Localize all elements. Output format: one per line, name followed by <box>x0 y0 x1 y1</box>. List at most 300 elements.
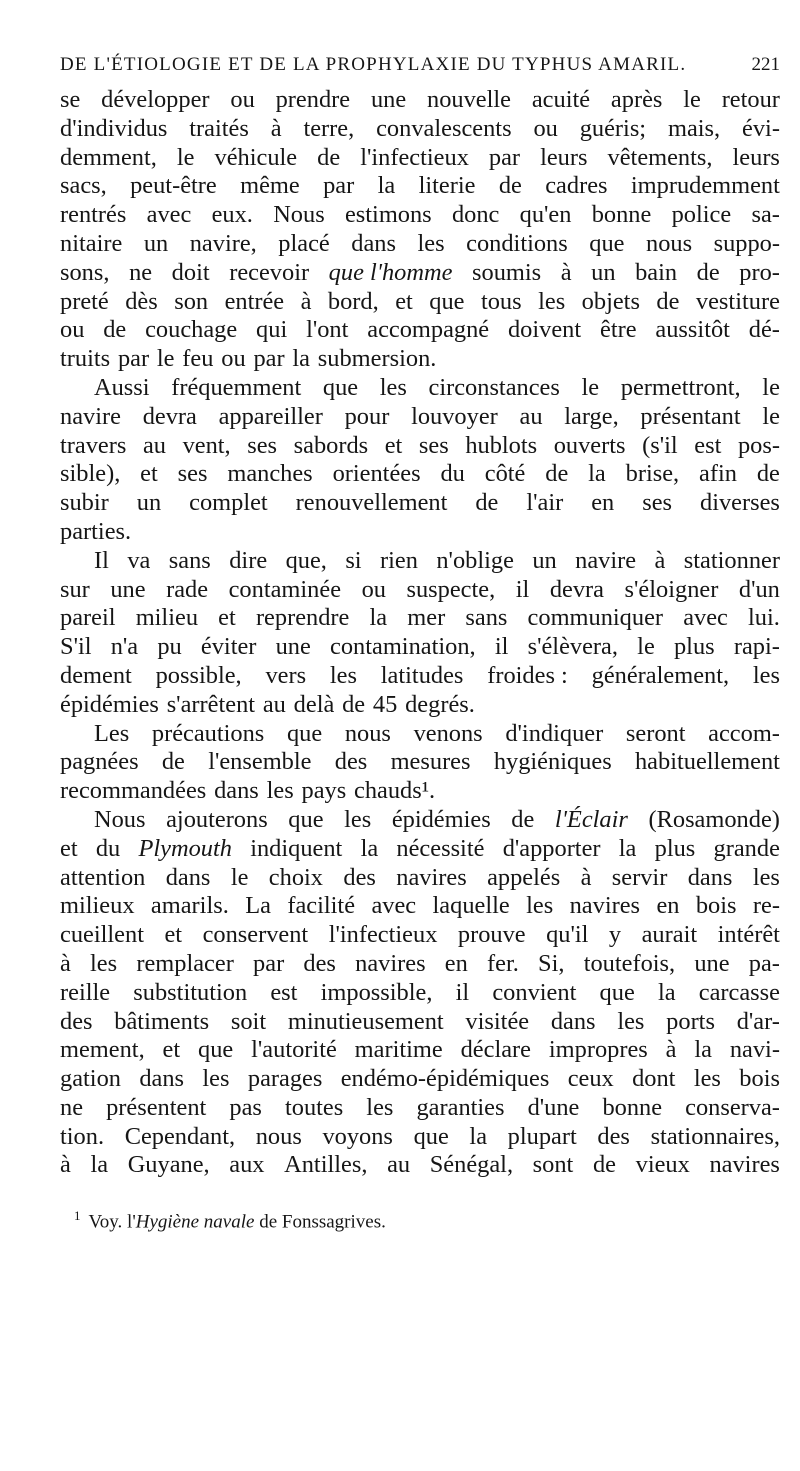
italic-word: que l'homme <box>328 258 453 286</box>
word: Si, <box>538 949 565 977</box>
word: ajouterons <box>166 805 268 833</box>
word: leurs <box>540 143 588 171</box>
word: ses <box>177 460 208 488</box>
word: dans <box>139 1065 185 1093</box>
word: les <box>266 777 294 805</box>
text-line <box>60 1123 780 1152</box>
word: entrée <box>224 287 285 315</box>
word: sacs, <box>60 172 107 200</box>
word: habituellement <box>634 748 780 776</box>
word: complet <box>189 489 268 517</box>
word: laquelle <box>432 892 510 920</box>
word: d'individus <box>60 114 168 142</box>
word: à <box>580 863 592 891</box>
word: est <box>694 431 722 459</box>
word: navire <box>575 546 637 574</box>
word: son <box>174 287 209 315</box>
word: facilité <box>287 892 356 920</box>
word: de <box>498 172 522 200</box>
word: navi- <box>729 1036 780 1064</box>
word: qu'il <box>546 921 589 949</box>
text-line <box>60 288 780 317</box>
word: une <box>694 949 730 977</box>
word: nécessité <box>396 834 485 862</box>
word: tous <box>480 287 522 315</box>
word: au <box>142 431 166 459</box>
word: et <box>395 287 413 315</box>
word: remplacer <box>136 949 234 977</box>
word: reille <box>60 978 111 1006</box>
word: une <box>370 86 407 113</box>
word: d'apporter <box>502 834 601 862</box>
word: la <box>369 604 388 632</box>
word: aurait <box>641 921 698 949</box>
word: rade <box>166 575 209 603</box>
word: submersion. <box>317 345 437 373</box>
word: impossible, <box>320 978 433 1006</box>
word: généralement, <box>591 661 730 689</box>
text-line <box>60 489 780 518</box>
word: le <box>637 633 655 661</box>
word: la <box>657 978 676 1006</box>
word: y <box>608 921 622 949</box>
word: indiquent <box>250 834 343 862</box>
word: appareiller <box>218 402 323 430</box>
word: le <box>230 863 249 891</box>
word: subir <box>60 489 109 517</box>
word: re- <box>752 892 780 920</box>
word: appelés <box>487 863 561 891</box>
word: Nous <box>273 201 325 229</box>
word: demment, <box>60 143 157 171</box>
word: conditions <box>466 229 568 257</box>
word: maritime <box>354 1036 443 1064</box>
text-line <box>60 230 780 259</box>
word: véhicule <box>214 143 298 171</box>
word: les <box>202 1065 230 1093</box>
word: le <box>762 402 780 430</box>
word: que <box>286 719 323 747</box>
word: accompagné <box>367 316 490 344</box>
text-line <box>60 1094 780 1123</box>
word: même <box>240 172 300 200</box>
word: à <box>270 114 282 142</box>
text-line <box>60 604 780 633</box>
footnote-text-after: de Fonssagrives. <box>254 1211 386 1233</box>
word: bonne <box>591 201 652 229</box>
word: navires <box>396 863 467 891</box>
word: un <box>143 229 169 257</box>
word: navires <box>709 1151 780 1179</box>
word: impropres <box>548 1036 648 1064</box>
word: donc <box>451 201 500 229</box>
word: hublots <box>465 431 538 459</box>
text-line <box>60 691 780 720</box>
word: manches <box>227 460 313 488</box>
word: l'air <box>526 489 564 517</box>
text-line <box>60 806 780 835</box>
word: avec <box>146 201 192 229</box>
word: les <box>329 661 357 689</box>
word: à <box>60 949 71 977</box>
word: le <box>683 86 701 113</box>
word: plus <box>673 633 715 661</box>
word: si <box>345 546 362 574</box>
word: la <box>377 172 396 200</box>
word: sa- <box>751 201 780 229</box>
word: eux. <box>211 201 253 229</box>
word: travers <box>60 431 127 459</box>
word: à <box>654 546 666 574</box>
word: précautions <box>151 719 265 747</box>
word: brise, <box>625 460 680 488</box>
word: pro- <box>739 258 780 286</box>
word: que <box>322 373 359 401</box>
word: dès <box>125 287 158 315</box>
text-line <box>60 633 780 662</box>
text-line <box>60 777 780 806</box>
word: rentrés <box>60 201 127 229</box>
text-line <box>60 345 780 374</box>
word: reprendre <box>255 604 350 632</box>
word: truits <box>60 345 111 373</box>
word: dans <box>550 1007 596 1035</box>
word: pa- <box>748 949 780 977</box>
word: épidémies <box>391 805 491 833</box>
word: de <box>475 489 499 517</box>
word: d'indiquer <box>505 719 604 747</box>
word: le <box>156 345 175 373</box>
word: par <box>117 345 150 373</box>
word: Les <box>94 719 130 747</box>
word: ou <box>361 575 386 603</box>
word: dement <box>60 661 132 689</box>
word: être <box>600 316 637 344</box>
word: La <box>245 892 271 920</box>
word: les <box>90 949 118 977</box>
word: en <box>591 489 615 517</box>
word: navires <box>569 892 641 920</box>
word: police <box>671 201 732 229</box>
word: les <box>417 229 445 257</box>
text-line <box>60 720 780 749</box>
word: dans <box>165 863 211 891</box>
word: il <box>494 633 509 661</box>
word: l'infectieux <box>328 921 438 949</box>
word: un <box>136 489 162 517</box>
word: l'autorité <box>251 1036 337 1064</box>
word: seront <box>625 719 686 747</box>
word: l'ont <box>306 316 349 344</box>
word: pareil <box>60 604 116 632</box>
word: par <box>253 345 285 373</box>
word: (s'il <box>642 431 678 459</box>
word: convient <box>492 978 577 1006</box>
word: pos- <box>737 431 780 459</box>
word: et <box>60 834 78 862</box>
word: lui. <box>748 604 780 632</box>
word: acuité <box>531 86 591 113</box>
word: sur <box>60 575 90 603</box>
word: de <box>696 258 720 286</box>
word: louvoyer <box>411 402 498 430</box>
word: et <box>218 604 236 632</box>
word: de <box>161 748 185 776</box>
text-line <box>60 892 780 921</box>
word: une <box>110 575 146 603</box>
word: le <box>762 373 780 401</box>
word: est <box>270 978 298 1006</box>
word: sons, <box>60 258 110 286</box>
text-line <box>60 403 780 432</box>
word: contaminée <box>228 575 342 603</box>
word: ou <box>221 345 246 373</box>
word: l'ensemble <box>208 748 312 776</box>
word: que <box>198 1036 234 1064</box>
text-line <box>60 979 780 1008</box>
word: fer. <box>487 949 519 977</box>
word: de <box>656 287 680 315</box>
word: pagnées <box>60 748 139 776</box>
word: ne <box>129 258 153 286</box>
word: parages <box>247 1065 323 1093</box>
word: permettront, <box>620 373 741 401</box>
word: évi- <box>742 114 780 142</box>
word: prouve <box>457 921 526 949</box>
word: intérêt <box>717 921 780 949</box>
word: circonstances <box>428 373 560 401</box>
word: vent, <box>182 431 231 459</box>
word: présentent <box>106 1093 207 1121</box>
word: Cependant, <box>124 1122 236 1150</box>
word: bord, <box>327 287 379 315</box>
text-line <box>60 576 780 605</box>
word: 45 <box>372 690 398 718</box>
word: Sénégal, <box>429 1151 514 1179</box>
word: qu'en <box>519 201 572 229</box>
word: plupart <box>507 1122 577 1150</box>
word: guéris; <box>579 114 647 142</box>
word: n'a <box>110 633 139 661</box>
word: de <box>592 1151 616 1179</box>
word: degrés. <box>405 690 475 718</box>
word: endémo-épidémiques <box>340 1065 550 1093</box>
text-line <box>60 518 780 547</box>
word: avec <box>371 892 417 920</box>
word: les <box>344 805 372 833</box>
word: les <box>379 373 407 401</box>
word: servir <box>611 863 668 891</box>
word: nous <box>255 1122 302 1150</box>
word: attention <box>60 863 146 891</box>
text-line <box>60 835 780 864</box>
word: feu <box>182 345 214 373</box>
text-line <box>60 921 780 950</box>
word: des <box>334 748 368 776</box>
word: Antilles, <box>284 1151 368 1179</box>
word: pays <box>301 777 347 805</box>
word: et <box>140 460 158 488</box>
word: grande <box>713 834 780 862</box>
word: bois <box>695 892 737 920</box>
word: une <box>275 633 311 661</box>
word: choix <box>268 863 323 891</box>
text-line <box>60 950 780 979</box>
word: milieux <box>60 892 135 920</box>
word: la <box>292 345 310 373</box>
word: contamination, <box>330 633 476 661</box>
word: dans <box>687 863 733 891</box>
word: pu <box>157 633 182 661</box>
word: bois <box>739 1065 780 1093</box>
word: aux <box>229 1151 265 1179</box>
word: ses <box>642 489 673 517</box>
word: navire <box>60 402 121 430</box>
word: amarils. <box>150 892 229 920</box>
word: ses <box>247 431 278 459</box>
word: n'oblige <box>436 546 514 574</box>
word: de <box>317 143 341 171</box>
word: rapi- <box>733 633 780 661</box>
word: pas <box>229 1093 262 1121</box>
text-line <box>60 864 780 893</box>
word: la <box>588 460 606 488</box>
word: les <box>617 1007 645 1035</box>
word: doivent <box>507 316 582 344</box>
text-line <box>60 86 780 115</box>
word: par <box>488 143 521 171</box>
word: que <box>413 1122 449 1150</box>
word: estimons <box>344 201 432 229</box>
word: des <box>60 1007 93 1035</box>
word: Il <box>94 546 109 574</box>
word: les <box>752 661 780 689</box>
word: communiquer <box>527 604 664 632</box>
word: d'un <box>738 575 780 603</box>
word: à <box>560 258 572 286</box>
word: dé- <box>748 316 780 344</box>
word: terre, <box>303 114 355 142</box>
word: milieu <box>135 604 199 632</box>
word: l'infectieux <box>360 143 469 171</box>
word: retour <box>721 86 780 113</box>
word: vestiture <box>695 287 780 315</box>
word: au <box>262 690 286 718</box>
word: S'il <box>60 633 92 661</box>
word: qui <box>256 316 288 344</box>
word: présentant <box>640 402 741 430</box>
word: chauds¹. <box>354 777 436 805</box>
word: vêtements, <box>607 143 713 171</box>
word: possible, <box>155 661 242 689</box>
word: ports <box>666 1007 715 1035</box>
footnote-text-before: Voy. l' <box>88 1211 136 1233</box>
text-line <box>60 201 780 230</box>
word: la <box>694 1036 712 1064</box>
word: par <box>253 949 285 977</box>
word: large, <box>564 402 619 430</box>
word: navires <box>355 949 426 977</box>
word: développer <box>101 86 210 113</box>
word: soumis <box>472 258 542 286</box>
word: sont <box>532 1151 574 1179</box>
word: ouverts <box>553 431 626 459</box>
word: stationner <box>683 546 780 574</box>
word: à <box>665 1036 677 1064</box>
word: ou <box>230 86 255 113</box>
word: sans <box>168 546 211 574</box>
word: vieux <box>635 1151 690 1179</box>
word: et <box>162 1036 181 1064</box>
word: le <box>581 373 600 401</box>
word: avec <box>683 604 728 632</box>
italic-word: l'Éclair <box>554 805 628 833</box>
word: sans <box>465 604 508 632</box>
book-page <box>60 54 780 1234</box>
word: sabords <box>293 431 369 459</box>
word: voyons <box>322 1122 393 1150</box>
word: suspecte, <box>406 575 496 603</box>
word: sible), <box>60 460 121 488</box>
word: les <box>366 1093 394 1121</box>
word: garanties <box>416 1093 505 1121</box>
word: dire <box>229 546 268 574</box>
text-line <box>60 748 780 777</box>
word: que <box>599 978 635 1006</box>
word: cueillent <box>60 921 144 949</box>
word: navire, <box>189 229 257 257</box>
word: va <box>127 546 151 574</box>
word: toutes <box>284 1093 344 1121</box>
word: du <box>440 460 465 488</box>
word: froides : <box>487 661 568 689</box>
word: au <box>519 402 543 430</box>
word: cadres <box>545 172 608 200</box>
footnote-marker: 1 <box>74 1208 81 1224</box>
word: dont <box>632 1065 676 1093</box>
word: les <box>693 1065 721 1093</box>
word: diverses <box>700 489 780 517</box>
word: déclare <box>460 1036 531 1064</box>
word: à <box>60 1151 71 1179</box>
word: que <box>429 287 465 315</box>
text-line <box>60 115 780 144</box>
text-line <box>60 1151 780 1180</box>
word: soit <box>230 1007 267 1035</box>
word: conservent <box>202 921 309 949</box>
word: des <box>597 1122 630 1150</box>
word: recevoir <box>229 258 310 286</box>
word: recommandées <box>60 777 207 805</box>
word: rien <box>380 546 418 574</box>
word: hygiéniques <box>493 748 612 776</box>
word: bain <box>635 258 678 286</box>
word: un <box>532 546 557 574</box>
word: un <box>591 258 616 286</box>
word: ses <box>418 431 449 459</box>
word: renouvellement <box>295 489 448 517</box>
word: venons <box>413 719 483 747</box>
word: les <box>526 892 554 920</box>
word: stationnaires, <box>650 1122 780 1150</box>
word: pour <box>344 402 390 430</box>
word: de <box>511 805 535 833</box>
word: en <box>444 949 468 977</box>
word: côté <box>484 460 526 488</box>
word: orientées <box>332 460 421 488</box>
word: ou <box>60 316 85 344</box>
word: delà <box>293 690 335 718</box>
